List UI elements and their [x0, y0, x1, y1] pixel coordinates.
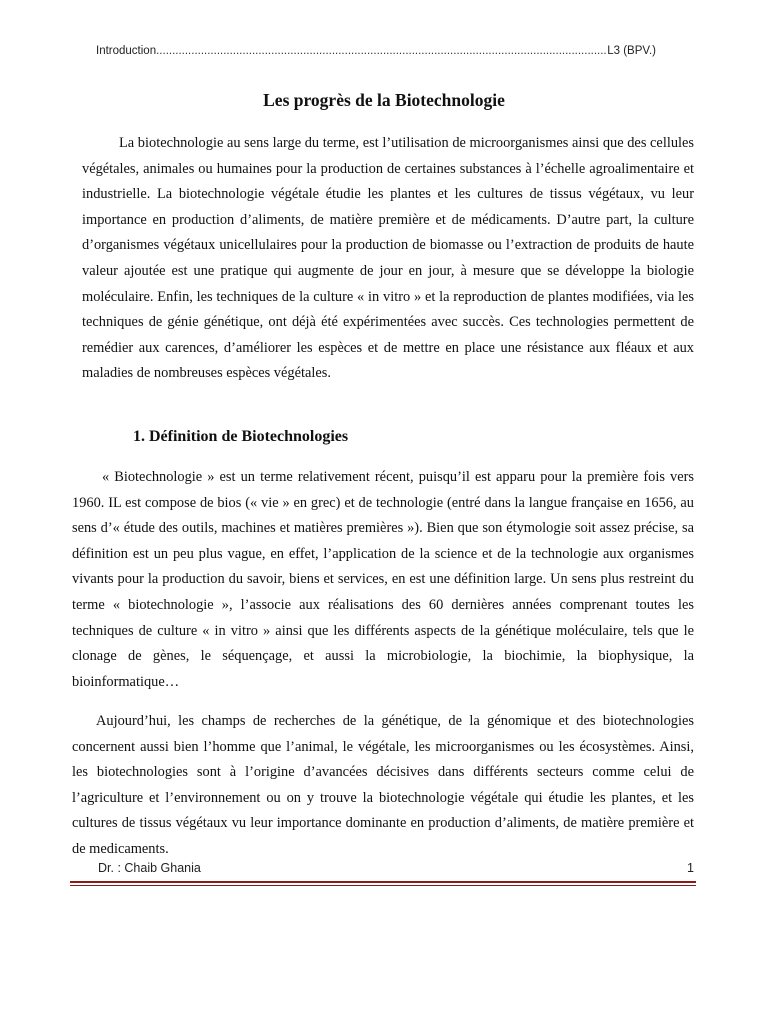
footer-rule-thick: [70, 881, 696, 883]
footer-rule-thin: [70, 885, 696, 886]
document-title: Les progrès de la Biotechnologie: [263, 90, 505, 110]
page-header: [96, 44, 656, 58]
footer-author: Dr. : Chaib Ghania: [98, 861, 201, 875]
today-paragraph: Aujourd’hui, les champs de recherches de la génétique, de la génomique et des biotechnologies concernent aussi bien l’homme que l’animal, le végétale, les microorganismes ou les écosystèmes. Ainsi, les biotechnologies sont à l’origine d’avancées décisives dans différents secteurs comme celui de l’agriculture et l’environnement ou on y trouve la biotechnologie végétale qui étudie les plantes, et les cultures de tissus végétaux vu leur importance dominante en production d’aliments, de matière première et de medicaments.: [72, 713, 694, 857]
intro-paragraph: La biotechnologie au sens large du terme, est l’utilisation de microorganismes ainsi que des cellules végétales, animales ou humaines pour la production de certaines substances à l’échelle agroalimentaire et industrielle. La biotechnologie végétale étudie les plantes et les cultures de tissus végétaux, vu leur importance en production d’aliments, de matière première et de médicaments. D’autre part, la culture d’organismes végétaux unicellulaires pour la production de biomasse ou l’extraction de produits de haute valeur ajoutée est une pratique qui augmente de jour en jour, à mesure que se développe la biologie moléculaire. Enfin, les techniques de la culture « in vitro » et la reproduction de plantes modifiées, via les techniques de génie génétique, ont déjà été expérimentées avec succès. Ces technologies permettent de remédier aux carences, d’améliorer les espèces et de mettre en place une résistance aux fléaux et aux maladies de nombreuses espèces végétales.: [82, 135, 694, 382]
header-course: L3 (BPV.): [607, 45, 656, 57]
definition-paragraph: « Biotechnologie » est un terme relativement récent, puisqu’il est apparu pour la première fois vers 1960. IL est compose de bios (« vie » en grec) et de technologie (entré dans la langue française en 1656, au sens d’« étude des outils, machines et matières premières »). Bien que son étymologie soit assez précise, sa définition est un peu plus vague, en effet, l’application de la science et de la technologie aux organismes vivants pour la production du savoir, biens et services, en est une définition large. Un sens plus restreint du terme « biotechnologie », l’associe aux réalisations des 60 dernières années comprenant toutes les techniques de culture « in vitro » ainsi que les différents aspects de la génétique moléculaire, tels que le clonage de gènes, le séquençage, et aussi la microbiologie, la biochimie, la biophysique, la bioinformatique…: [72, 469, 694, 690]
header-dot-leader: [156, 44, 607, 58]
page-footer: [98, 861, 694, 875]
section-heading: 1. Définition de Biotechnologies: [133, 428, 349, 445]
header-chapter: Introduction: [96, 45, 157, 57]
page-number: 1: [687, 861, 694, 875]
